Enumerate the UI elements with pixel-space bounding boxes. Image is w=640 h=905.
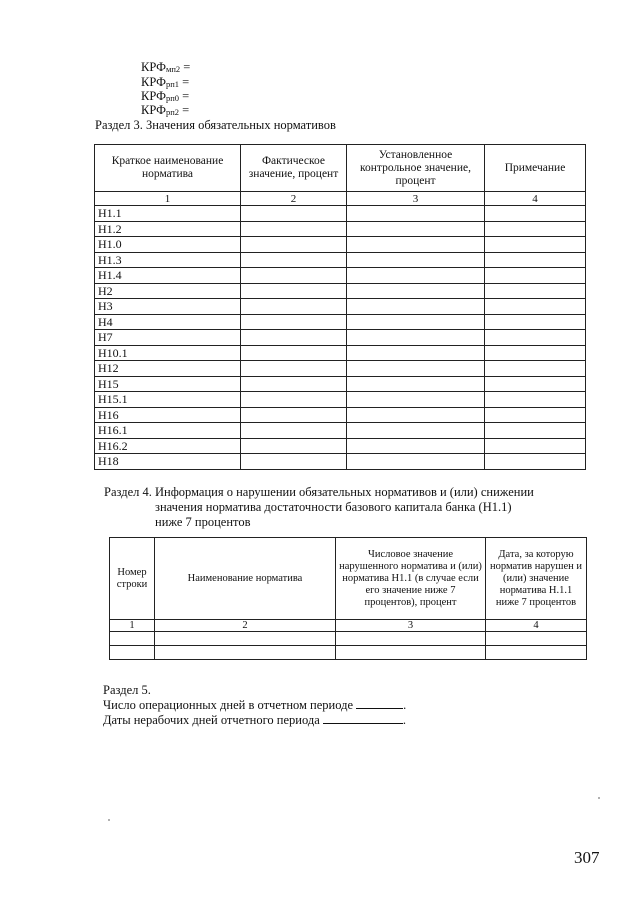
empty-cell <box>155 632 336 646</box>
violations-table <box>109 537 587 660</box>
control-value-cell <box>347 345 485 361</box>
note-cell <box>485 330 586 346</box>
note-cell <box>485 438 586 454</box>
column-number: 4 <box>486 620 587 632</box>
normative-name: Н15 <box>95 376 241 392</box>
normative-name: Н10.1 <box>95 345 241 361</box>
column-header: Номер строки <box>110 538 155 620</box>
section-4-title-continuation: значения норматива достаточности базового капитала банка (Н1.1) <box>155 500 512 514</box>
actual-value-cell <box>241 361 347 377</box>
normative-name: Н16 <box>95 407 241 423</box>
operational-days-blank <box>356 697 403 709</box>
note-cell <box>485 237 586 253</box>
table-row <box>95 407 586 423</box>
table-header-row <box>95 145 586 192</box>
actual-value-cell <box>241 221 347 237</box>
empty-cell <box>336 646 486 660</box>
empty-cell <box>110 632 155 646</box>
note-cell <box>485 268 586 284</box>
table-row <box>95 252 586 268</box>
note-cell <box>485 252 586 268</box>
actual-value-cell <box>241 423 347 439</box>
section-5-title: Раздел 5. <box>103 683 151 697</box>
actual-value-cell <box>241 206 347 222</box>
non-working-days-label: Даты нерабочих дней отчетного периода <box>103 713 320 727</box>
column-header: Дата, за которую норматив нарушен и (или) значение норматива Н.1.1 ниже 7 процентов <box>486 538 587 620</box>
note-cell <box>485 299 586 315</box>
non-working-days-line: Даты нерабочих дней отчетного периода . <box>103 713 407 727</box>
table-row <box>110 632 587 646</box>
control-value-cell <box>347 237 485 253</box>
control-value-cell <box>347 330 485 346</box>
normative-name: Н16.1 <box>95 423 241 439</box>
table-row <box>95 376 586 392</box>
normatives-table <box>94 144 586 470</box>
note-cell <box>485 376 586 392</box>
column-number: 3 <box>336 620 486 632</box>
column-number: 4 <box>485 192 586 206</box>
actual-value-cell <box>241 345 347 361</box>
note-cell <box>485 314 586 330</box>
note-cell <box>485 345 586 361</box>
table-row <box>110 646 587 660</box>
coefficient-line: $КРФ_{рп0}$ = <box>141 89 190 103</box>
normative-name: Н1.4 <box>95 268 241 284</box>
table-row <box>95 345 586 361</box>
coefficient-line: $КРФ_{рп2}$ = <box>141 103 190 117</box>
normative-name: Н3 <box>95 299 241 315</box>
coefficient-line: $КРФ_{мп2}$ = <box>141 60 191 74</box>
control-value-cell <box>347 221 485 237</box>
section-3-title: Раздел 3. Значения обязательных нормативов <box>95 118 336 132</box>
normative-name: Н1.2 <box>95 221 241 237</box>
actual-value-cell <box>241 407 347 423</box>
normative-name: Н12 <box>95 361 241 377</box>
empty-cell <box>110 646 155 660</box>
note-cell <box>485 221 586 237</box>
page-number: 307 <box>574 848 600 867</box>
actual-value-cell <box>241 438 347 454</box>
note-cell <box>485 454 586 470</box>
control-value-cell <box>347 423 485 439</box>
control-value-cell <box>347 206 485 222</box>
actual-value-cell <box>241 330 347 346</box>
section-4-title-continuation: ниже 7 процентов <box>155 515 251 529</box>
actual-value-cell <box>241 283 347 299</box>
column-number: 2 <box>241 192 347 206</box>
control-value-cell <box>347 392 485 408</box>
column-number: 3 <box>347 192 485 206</box>
normative-name: Н1.0 <box>95 237 241 253</box>
empty-cell <box>486 646 587 660</box>
table-row <box>95 268 586 284</box>
actual-value-cell <box>241 376 347 392</box>
column-header: Фактическое значение, процент <box>241 145 347 192</box>
coefficient-line: $КРФ_{рп1}$ = <box>141 75 190 89</box>
empty-cell <box>336 632 486 646</box>
control-value-cell <box>347 252 485 268</box>
note-cell <box>485 283 586 299</box>
column-header: Наименование норматива <box>155 538 336 620</box>
actual-value-cell <box>241 299 347 315</box>
column-number: 2 <box>155 620 336 632</box>
column-header: Числовое значение нарушенного норматива и (или) норматива Н1.1 (в случае если его значение ниже 7 процентов), процент <box>336 538 486 620</box>
column-header: Краткое наименование норматива <box>95 145 241 192</box>
table-row <box>95 314 586 330</box>
column-header: Примечание <box>485 145 586 192</box>
normative-name: Н4 <box>95 314 241 330</box>
control-value-cell <box>347 361 485 377</box>
actual-value-cell <box>241 392 347 408</box>
column-number-row <box>95 192 586 206</box>
note-cell <box>485 407 586 423</box>
operational-days-line: Число операционных дней в отчетном периоде . <box>103 698 407 712</box>
actual-value-cell <box>241 268 347 284</box>
table-row <box>95 423 586 439</box>
normative-name: Н7 <box>95 330 241 346</box>
note-cell <box>485 361 586 377</box>
control-value-cell <box>347 407 485 423</box>
table-row <box>95 330 586 346</box>
actual-value-cell <box>241 252 347 268</box>
table-row <box>95 237 586 253</box>
column-number-row <box>110 620 587 632</box>
column-number: 1 <box>95 192 241 206</box>
actual-value-cell <box>241 314 347 330</box>
section-4-title: Раздел 4. Информация о нарушении обязательных нормативов и (или) снижении <box>104 485 534 499</box>
control-value-cell <box>347 454 485 470</box>
column-header: Установленное контрольное значение, процент <box>347 145 485 192</box>
actual-value-cell <box>241 454 347 470</box>
empty-cell <box>155 646 336 660</box>
operational-days-label: Число операционных дней в отчетном периоде <box>103 698 354 712</box>
normative-name: Н1.1 <box>95 206 241 222</box>
normative-name: Н16.2 <box>95 438 241 454</box>
normative-name: Н18 <box>95 454 241 470</box>
table-row <box>95 206 586 222</box>
control-value-cell <box>347 438 485 454</box>
table-row <box>95 438 586 454</box>
control-value-cell <box>347 283 485 299</box>
scan-speck <box>108 819 110 821</box>
table-row <box>95 283 586 299</box>
table-row <box>95 221 586 237</box>
scan-speck <box>598 797 600 799</box>
note-cell <box>485 206 586 222</box>
table-row <box>95 392 586 408</box>
note-cell <box>485 423 586 439</box>
note-cell <box>485 392 586 408</box>
control-value-cell <box>347 268 485 284</box>
normative-name: Н1.3 <box>95 252 241 268</box>
empty-cell <box>486 632 587 646</box>
table-row <box>95 361 586 377</box>
control-value-cell <box>347 299 485 315</box>
control-value-cell <box>347 314 485 330</box>
control-value-cell <box>347 376 485 392</box>
normative-name: Н15.1 <box>95 392 241 408</box>
table-row <box>95 299 586 315</box>
non-working-days-blank <box>323 712 403 724</box>
table-header-row <box>110 538 587 620</box>
table-row <box>95 454 586 470</box>
normative-name: Н2 <box>95 283 241 299</box>
column-number: 1 <box>110 620 155 632</box>
actual-value-cell <box>241 237 347 253</box>
